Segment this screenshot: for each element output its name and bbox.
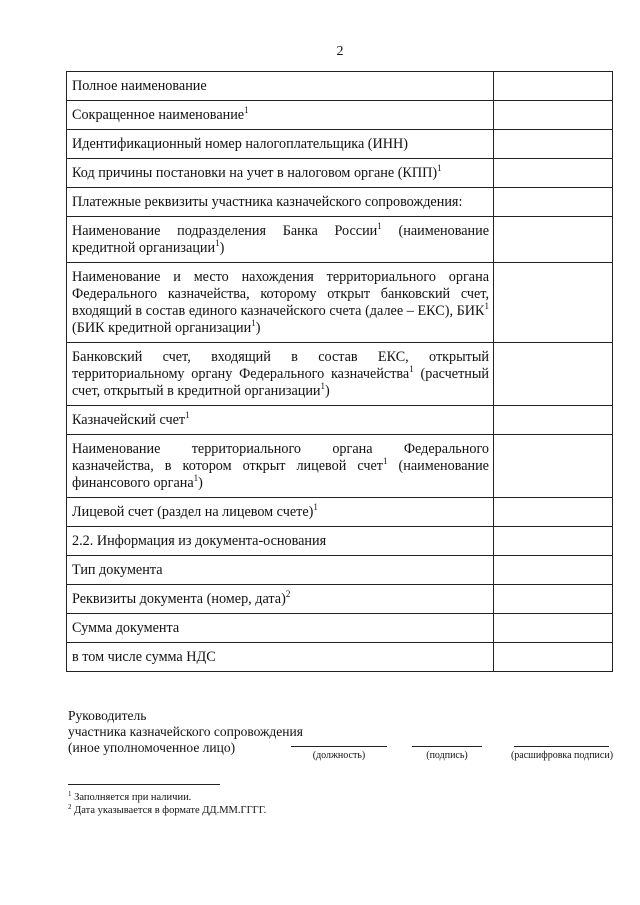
table-row: [67, 101, 613, 130]
label-text: ): [219, 240, 225, 256]
label-text: Идентификационный номер налогоплательщика (ИНН): [72, 136, 408, 152]
footnote-text: Заполняется при наличии.: [71, 792, 192, 803]
row-value-cell[interactable]: [494, 527, 613, 556]
signature-line[interactable]: [412, 746, 482, 747]
row-value-cell[interactable]: [494, 435, 613, 498]
table-row: [67, 188, 613, 217]
label-text: Сокращенное наименование: [72, 107, 245, 123]
label-text: Банковский счет, входящий в состав ЕКС, открытый территориальному органу Федерального казначейства: [72, 349, 489, 382]
row-label: [67, 159, 494, 188]
row-label: [67, 556, 494, 585]
footnote-mark: 1: [251, 318, 256, 328]
row-value-cell[interactable]: [494, 263, 613, 343]
row-label: [67, 585, 494, 614]
row-value-cell[interactable]: [494, 101, 613, 130]
footnote-mark: 2: [285, 589, 291, 599]
table-row: [67, 614, 613, 643]
row-value-cell[interactable]: [494, 585, 613, 614]
row-value-cell[interactable]: [494, 159, 613, 188]
signatory-label: [68, 708, 303, 756]
row-label: [67, 643, 494, 672]
label-text: Казначейский счет: [72, 412, 186, 428]
signature-caption: (подпись): [426, 750, 468, 761]
footnote-mark: 1: [193, 473, 199, 483]
footnote-mark: 2: [68, 803, 72, 811]
table-row: [67, 556, 613, 585]
name-caption: (расшифровка подписи): [510, 750, 614, 761]
table-row: [67, 527, 613, 556]
row-label: [67, 217, 494, 263]
table-row: [67, 498, 613, 527]
signatory-line-1: Руководитель: [68, 708, 147, 723]
label-text: Тип документа: [72, 562, 163, 578]
row-value-cell[interactable]: [494, 343, 613, 406]
label-text: ): [198, 475, 203, 491]
label-text: ): [255, 320, 261, 336]
label-text: Наименование территориального органа Федерального казначейства, в котором открыт лицевой счет: [72, 441, 489, 474]
label-text: Платежные реквизиты участника казначейского сопровождения:: [72, 194, 463, 210]
footnote-mark: 1: [313, 502, 318, 512]
row-value-cell[interactable]: [494, 217, 613, 263]
row-label: [67, 435, 494, 498]
position-caption: (должность): [312, 750, 366, 761]
label-text: Наименование и место нахождения территориального органа Федерального казначейства, которому открыт банковский счет, входящий в состав единого казначейского счета (далее – ЕКС), БИК: [72, 269, 489, 319]
label-text: (наименование кредитной организации: [72, 223, 489, 256]
footnote-mark: 1: [244, 105, 249, 115]
row-value-cell[interactable]: [494, 72, 613, 101]
row-value-cell[interactable]: [494, 556, 613, 585]
label-text: Реквизиты документа (номер, дата): [72, 591, 286, 607]
row-label: [67, 343, 494, 406]
footnote-item: [68, 791, 266, 804]
label-text: (расчетный счет, открытый в кредитной организации: [72, 366, 489, 399]
position-line[interactable]: [291, 746, 387, 747]
label-text: Код причины постановки на учет в налоговом органе (КПП): [72, 165, 438, 181]
table-row: [67, 435, 613, 498]
footnote-mark: 1: [437, 163, 442, 173]
footnote-mark: 1: [409, 364, 414, 374]
footnote-mark: 1: [484, 301, 489, 311]
row-value-cell[interactable]: [494, 130, 613, 159]
table-row: [67, 585, 613, 614]
label-text: Лицевой счет (раздел на лицевом счете): [72, 504, 314, 520]
footnote-divider: [68, 784, 220, 785]
table-row: [67, 72, 613, 101]
label-text: в том числе сумма НДС: [72, 649, 216, 665]
page-number: 2: [336, 44, 344, 59]
row-label: [67, 263, 494, 343]
table-row: [67, 343, 613, 406]
footnote-mark: 1: [68, 790, 72, 798]
footnote-mark: 1: [215, 238, 220, 248]
label-text: Сумма документа: [72, 620, 180, 636]
footnotes: [68, 791, 266, 817]
row-label: [67, 101, 494, 130]
row-label: [67, 498, 494, 527]
requisites-table: [66, 71, 613, 672]
row-label: [67, 614, 494, 643]
row-value-cell[interactable]: [494, 643, 613, 672]
row-value-cell[interactable]: [494, 188, 613, 217]
row-value-cell[interactable]: [494, 406, 613, 435]
label-text: (наименование финансового органа: [72, 458, 489, 491]
name-line[interactable]: [514, 746, 609, 747]
table-row: [67, 643, 613, 672]
label-text: 2.2. Информация из документа-основания: [72, 533, 327, 549]
label-text: (БИК кредитной организации: [72, 320, 252, 336]
table-row: [67, 159, 613, 188]
row-label: [67, 188, 494, 217]
table-row: [67, 217, 613, 263]
footnote-mark: 1: [320, 381, 326, 391]
row-value-cell[interactable]: [494, 498, 613, 527]
footnote-text: Дата указывается в формате ДД.ММ.ГГГГ.: [71, 805, 267, 816]
signatory-line-3: (иное уполномоченное лицо): [68, 740, 236, 755]
footnote-item: [68, 804, 266, 817]
label-text: Полное наименование: [72, 78, 207, 94]
label-text: ): [325, 383, 330, 399]
signatory-line-2: участника казначейского сопровождения: [68, 724, 303, 739]
label-text: Наименование подразделения Банка России: [72, 223, 378, 239]
table-row: [67, 406, 613, 435]
table-row: [67, 130, 613, 159]
footnote-mark: 1: [377, 221, 382, 231]
footnote-mark: 1: [185, 410, 190, 420]
footnote-mark: 1: [383, 456, 388, 466]
row-label: [67, 72, 494, 101]
row-label: [67, 406, 494, 435]
row-value-cell[interactable]: [494, 614, 613, 643]
table-row: [67, 263, 613, 343]
row-label: [67, 527, 494, 556]
row-label: [67, 130, 494, 159]
